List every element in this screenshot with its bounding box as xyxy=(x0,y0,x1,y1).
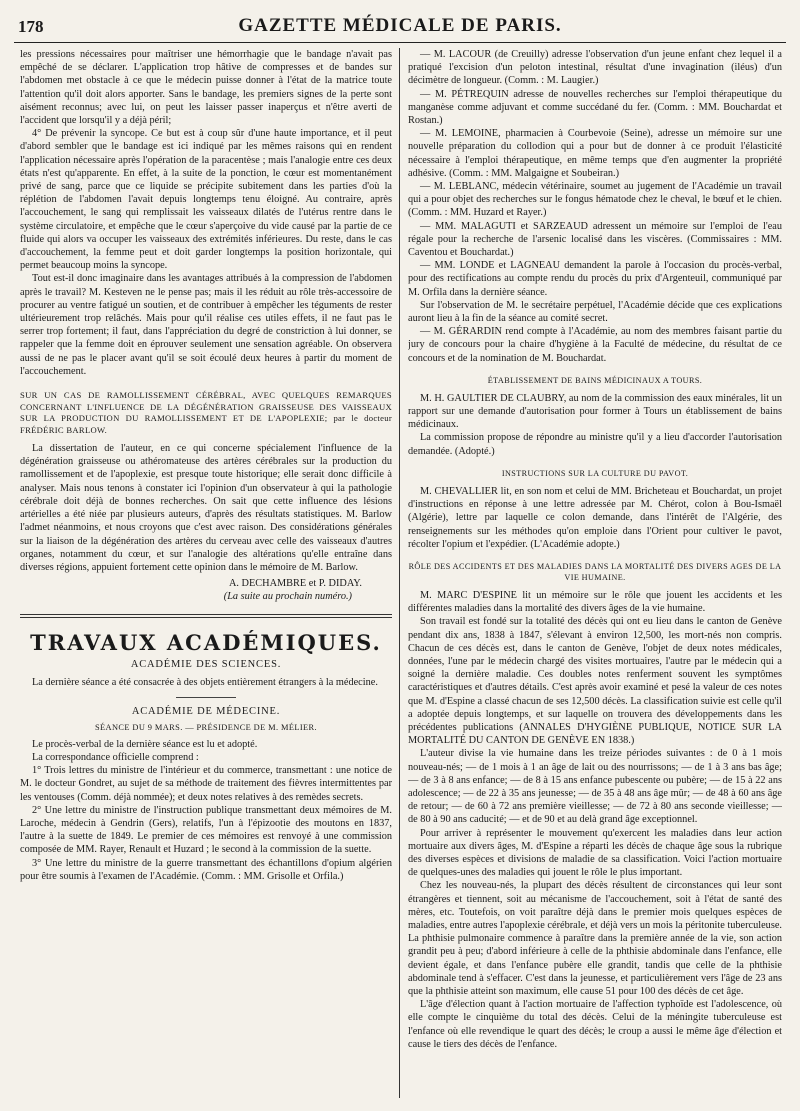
journal-title: GAZETTE MÉDICALE DE PARIS. xyxy=(238,15,562,36)
paragraph: Le procès-verbal de la dernière séance est lu et adopté. xyxy=(32,738,258,750)
subsection-heading: ACADÉMIE DE MÉDECINE. xyxy=(131,705,281,717)
paragraph: — MM. MALAGUTI et SARZEAUD adressent un mémoire sur l'emploi de l'eau régale pour la recherche de l'arsenic localisé dans les viscères. (Commissaires : MM. Caventou et Bouchardat.) xyxy=(408,220,782,259)
paragraph: L'auteur divise la vie humaine dans les treize périodes suivantes : de 0 à 1 mois nouveau-nés; — de 1 mois à 1 an âge de lait ou des nourrissons; — de 1 à 3 ans bas âge; — de 3 à 8 ans enfance; — de 8 à 15 ans enfance pubescente ou pubère; — de 15 à 22 ans adolescence; — de 22 à 35 ans jeunesse; — de 35 à 48 ans âge mûr; — de 48 à 60 ans âge de retour; — de 60 à 72 ans première vieillesse; — de 72 à 80 ans seconde vieillesse; — de 80 à 90 ans caducité; — et de 90 et au delà grand âge exceptionnel. xyxy=(408,748,782,826)
paragraph: — M. LEBLANC, médecin vétérinaire, soumet au jugement de l'Académie un travail qui a pour objet des recherches sur le fongus hématode chez le cheval, le bœuf et le chien. (Comm. : MM. Huzard et Rayer.) xyxy=(408,181,782,219)
paragraph: La dernière séance a été consacrée à des objets entièrement étrangers à la médecine. xyxy=(32,676,378,688)
paragraph: — M. GÉRARDIN rend compte à l'Académie, au nom des membres faisant partie du jury de concours pour la chaire d'hygiène à la Faculté de médecine, du résultat de ce concours et de la nomination de M. Bouchardat. xyxy=(408,326,782,364)
paragraph: 4° De prévenir la syncope. Ce but est à coup sûr d'une haute importance, et il peut d'abord sembler que le bandage est ici indiqué par les mêmes raisons qui en rendent l'application nécessaire après l'opération de la paracentèse ; mais l'analogie entre ces deux états n'est qu'apparente. En effet, à la suite de la ponction, le cœur est momentanément privé de sang, parce que ce liquide se précipite subitement dans les parties d'où la réplétion de l'abdomen l'avait depuis longtemps tenu éloigné. Au contraire, après l'accouchement, le sang qui remplissait les vaisseaux dilatés de l'utérus rentre dans le système circulatoire, et empêche que le cœur s'aperçoive du vide causé par la partie de ce fluide qui alors va occuper les vaisseaux des extrémités inférieures. Du reste, dans le cas d'accouchement, la femme peut et doit garder longtemps la position horizontale, qui permet beaucoup moins la syncope. xyxy=(20,128,392,272)
paragraph: Chez les nouveau-nés, la plupart des décès résultent de circonstances qui leur sont étrangères et tiennent, soit au mécanisme de l'accouchement, soit à l'état de santé des mères, etc. Toutefois, on voit paraître déjà dans le premier mois quelques espèces de maladies, entre autres l'apoplexie cérébrale, et déjà vers un mois la péritonite tuberculeuse. La phthisie pulmonaire commence à paraître dans la première année de la vie, son action grandit peu à peu; d'abord inférieure à celle de la phthisie abdominale dans l'enfance, elle devient égale, et dans l'enfance pubère elle grandit, tandis que celle de la phthisie abdominale tend à s'effacer. C'est dans la jeunesse, et particulièrement vers l'âge de 23 ans que la phthisie atteint son maximum, elle cause 51 pour 100 des décès de cet âge. xyxy=(408,880,782,997)
paragraph: Tout est-il donc imaginaire dans les avantages attribués à la compression de l'abdomen après le travail? M. Kesteven ne le pense pas; mais il les réduit au rôle très-accessoire de procurer au ventre fatigué un soutien, et de contribuer à empêcher les téguments de rester ultérieurement trop relâchés. Mais pour qu'il réalise ces utiles effets, il ne faut pas le serrer trop fortement; il faut, dans l'appréciation du degré de constriction à lui donner, se rappeler que la femme doit en éprouver seulement une sensation agréable. On observera aussi de ne pas le placer avant qu'il se soit écoulé deux heures à partir du moment de l'accouchement. xyxy=(20,273,392,377)
paragraph: La commission propose de répondre au ministre qu'il y a lieu d'accorder l'autorisation demandée. (Adopté.) xyxy=(408,432,782,457)
paragraph: 1° Trois lettres du ministre de l'intérieur et du commerce, transmettant : une notice de M. le docteur Gondret, au sujet de sa méthode de traitement des fièvres intermittentes par les ventouses (Comm. déjà nommée); et deux notes relatives à des remèdes secrets. xyxy=(20,765,392,803)
author-signature: A. DECHAMBRE et P. DIDAY. xyxy=(228,578,362,590)
page-number: 178 xyxy=(18,17,44,36)
paragraph: M. MARC D'ESPINE lit un mémoire sur le rôle que jouent les accidents et les différentes maladies dans la mortalité des divers âges de la vie humaine. xyxy=(408,589,782,615)
paragraph: Son travail est fondé sur la totalité des décès qui ont eu lieu dans le canton de Genève pendant dix ans, 1838 à 1847, s'élevant à environ 12,500, les mort-nés non compris. Chacun de ces décès est, dans le canton de Genève, l'objet de deux notes médicales, données, l'une par le médecin chargé des visites mortuaires, l'autre par le médecin qui a soigné la dernière maladie. Ces doubles notes renferment souvent les symptômes caractéristiques et d'autres détails. C'est après avoir examiné et pesé la valeur de ces notes que M. d'Espine a classé chacun de ses 12,500 décès. La classification suivie est celle qu'il a adoptée depuis longtemps, et sur laquelle on trouvera des développements dans les précédentes publications (ANNALES D'HYGIÈNE PUBLIQUE, NOTICE SUR LA MORTALITÉ DU CANTON DE GENÈVE EN 1838.) xyxy=(408,616,782,747)
divider xyxy=(20,617,392,618)
paragraph: 3° Une lettre du ministre de la guerre transmettant des échantillons d'opium algérien pour être soumis à l'examen de l'Académie. (Comm. : MM. Grisolle et Orfila.) xyxy=(20,857,392,882)
continuation-note: (La suite au prochain numéro.) xyxy=(223,591,352,603)
subsection-heading: ACADÉMIE DES SCIENCES. xyxy=(130,658,282,670)
right-column xyxy=(408,48,782,1098)
paragraph: L'âge d'élection quant à l'action mortuaire de l'affection typhoïde est l'adolescence, où elle compte le cinquième du total des décès. Celui de la méningite tuberculeuse est l'enfance où elle revendique le quart des décès; le croup a aussi le même âge d'élection et cause le tiers des décès de l'enfance. xyxy=(408,999,782,1050)
newspaper-page xyxy=(14,8,786,1104)
paragraph: La correspondance officielle comprend : xyxy=(32,751,199,763)
paragraph: les pressions nécessaires pour maîtriser une hémorrhagie que le bandage n'avait pas empêché de se déclarer. L'application trop hâtive de compresses et de bandes sur l'abdomen met obstacle à ce que le médecin puisse donner à l'état de la matrice toute l'attention qu'il doit alors apporter. Sans le bandage, les premiers signes de la perte sont aisément reconnus; avec lui, on peut les laisser passer inaperçus et n'être averti de l'accident que lorsqu'il y a déjà péril; xyxy=(20,49,392,127)
paragraph: Pour arriver à représenter le mouvement qu'exercent les maladies dans leur action mortuaire aux divers âges, M. d'Espine a réparti les décès de chaque âge sous la rubrique des diverses espèces et divisions de maladie de sa classification. Voici l'action mortuaire de quelques-unes des maladies qui jouent le rôle le plus important. xyxy=(408,827,782,879)
paragraph: La dissertation de l'auteur, en ce qui concerne spécialement l'influence de la dégénération graisseuse ou athéromateuse des artères cérébrales sur la production du ramollissement et de l'apoplexie, est presque toute historique; elle serait donc difficile à analyser. Mais nous tenons à constater ici l'opinion d'un observateur à qui la pathologie cérébrale doit déjà de bonnes recherches. On sait que cette influence des lésions artérielles a été niée par plusieurs auteurs, d'après des résultats statistiques. M. Barlow l'admet néanmoins, et nous croyons que c'est avec raison. Des considérations générales sur la liaison de la dégénération des artères du cerveau avec celle des vaisseaux d'autres organes, notamment du cœur, et sur l'analogie des altérations qu'elle entraîne dans diverses régions, appuient fortement cette opinion dans le mémoire de M. Barlow. xyxy=(20,443,392,573)
column-divider xyxy=(399,48,400,1098)
columns xyxy=(14,48,786,1098)
paragraph: 2° Une lettre du ministre de l'instruction publique transmettant deux mémoires de M. Laroche, médecin à Gendrin (Gers), relatifs, l'un à l'épizootie des moutons en 1837, l'autre à la suette de 1849. Le premier de ces mémoires est renvoyé à une commission composée de MM. Rayer, Renault et Huzard ; le second à la commission de la suette. xyxy=(20,804,392,856)
divider xyxy=(176,697,236,698)
paragraph: — MM. LONDE et LAGNEAU demandent la parole à l'occasion du procès-verbal, pour des rectifications au compte rendu du procès du prix d'Argenteuil, communiqué par M. Orfila dans la dernière séance. xyxy=(408,260,782,298)
subsection-heading: ÉTABLISSEMENT DE BAINS MÉDICINAUX A TOURS. xyxy=(487,375,703,385)
paragraph: Sur l'observation de M. le secrétaire perpétuel, l'Académie décide que ces explications auront lieu à la fin de la séance au comité secret. xyxy=(408,299,782,325)
session-heading: SÉANCE DU 9 MARS. — PRÉSIDENCE DE M. MÉLIER. xyxy=(94,722,318,732)
paragraph: — M. LACOUR (de Creuilly) adresse l'observation d'un jeune enfant chez lequel il a pratiqué l'excision d'un peloton intestinal, résultat d'une invagination (iléus) d'un décimètre de longueur. (Comm. : M. Laugier.) xyxy=(408,49,782,87)
page-header xyxy=(14,8,786,43)
divider xyxy=(20,614,392,615)
paragraph: M. CHEVALLIER lit, en son nom et celui de MM. Bricheteau et Bouchardat, un projet d'instructions en réponse à une lettre adressée par M. Chérot, colon à Bou-Ismaël (Algérie), lettre par laquelle ce colon demande, dans l'intérêt de l'Algérie, des renseignements sur les méthodes qu'on emploie dans l'Orient pour cultiver le pavot, récolter l'opium et l'expédier. (L'Académie adopte.) xyxy=(408,485,782,550)
article-title: SUR UN CAS DE RAMOLLISSEMENT CÉRÉBRAL, AVEC QUELQUES REMARQUES CONCERNANT L'INFLUENCE DE LA DÉGÉNÉRATION GRAISSEUSE DES VAISSEAUX SUR LA PRODUCTION DU RAMOLLISSEMENT ET DE L'APOPLEXIE; par le docteur FRÉDÉRIC BARLOW. xyxy=(20,390,392,435)
paragraph: — M. LEMOINE, pharmacien à Courbevoie (Seine), adresse un mémoire sur une nouvelle préparation du collodion qui a pour but de donner à ce produit l'élasticité nécessaire à l'emploi thérapeutique, en même temps que d'en augmenter la propriété adhésive. (Comm. : MM. Malgaigne et Soubeiran.) xyxy=(408,128,782,179)
subsection-heading: INSTRUCTIONS SUR LA CULTURE DU PAVOT. xyxy=(501,468,689,478)
subsection-heading: RÔLE DES ACCIDENTS ET DES MALADIES DANS LA MORTALITÉ DES DIVERS AGES DE LA VIE HUMAINE. xyxy=(408,561,782,582)
left-column xyxy=(20,48,392,1098)
paragraph: M. H. GAULTIER DE CLAUBRY, au nom de la commission des eaux minérales, lit un rapport sur une demande d'autorisation pour former à Tours un établissement de bains médicinaux. xyxy=(408,392,782,431)
paragraph: — M. PÉTREQUIN adresse de nouvelles recherches sur l'emploi thérapeutique du manganèse comme adjuvant et comme succédané du fer. (Comm. : MM. Bouchardat et Rostan.) xyxy=(408,88,782,127)
section-heading: TRAVAUX ACADÉMIQUES. xyxy=(30,629,382,655)
